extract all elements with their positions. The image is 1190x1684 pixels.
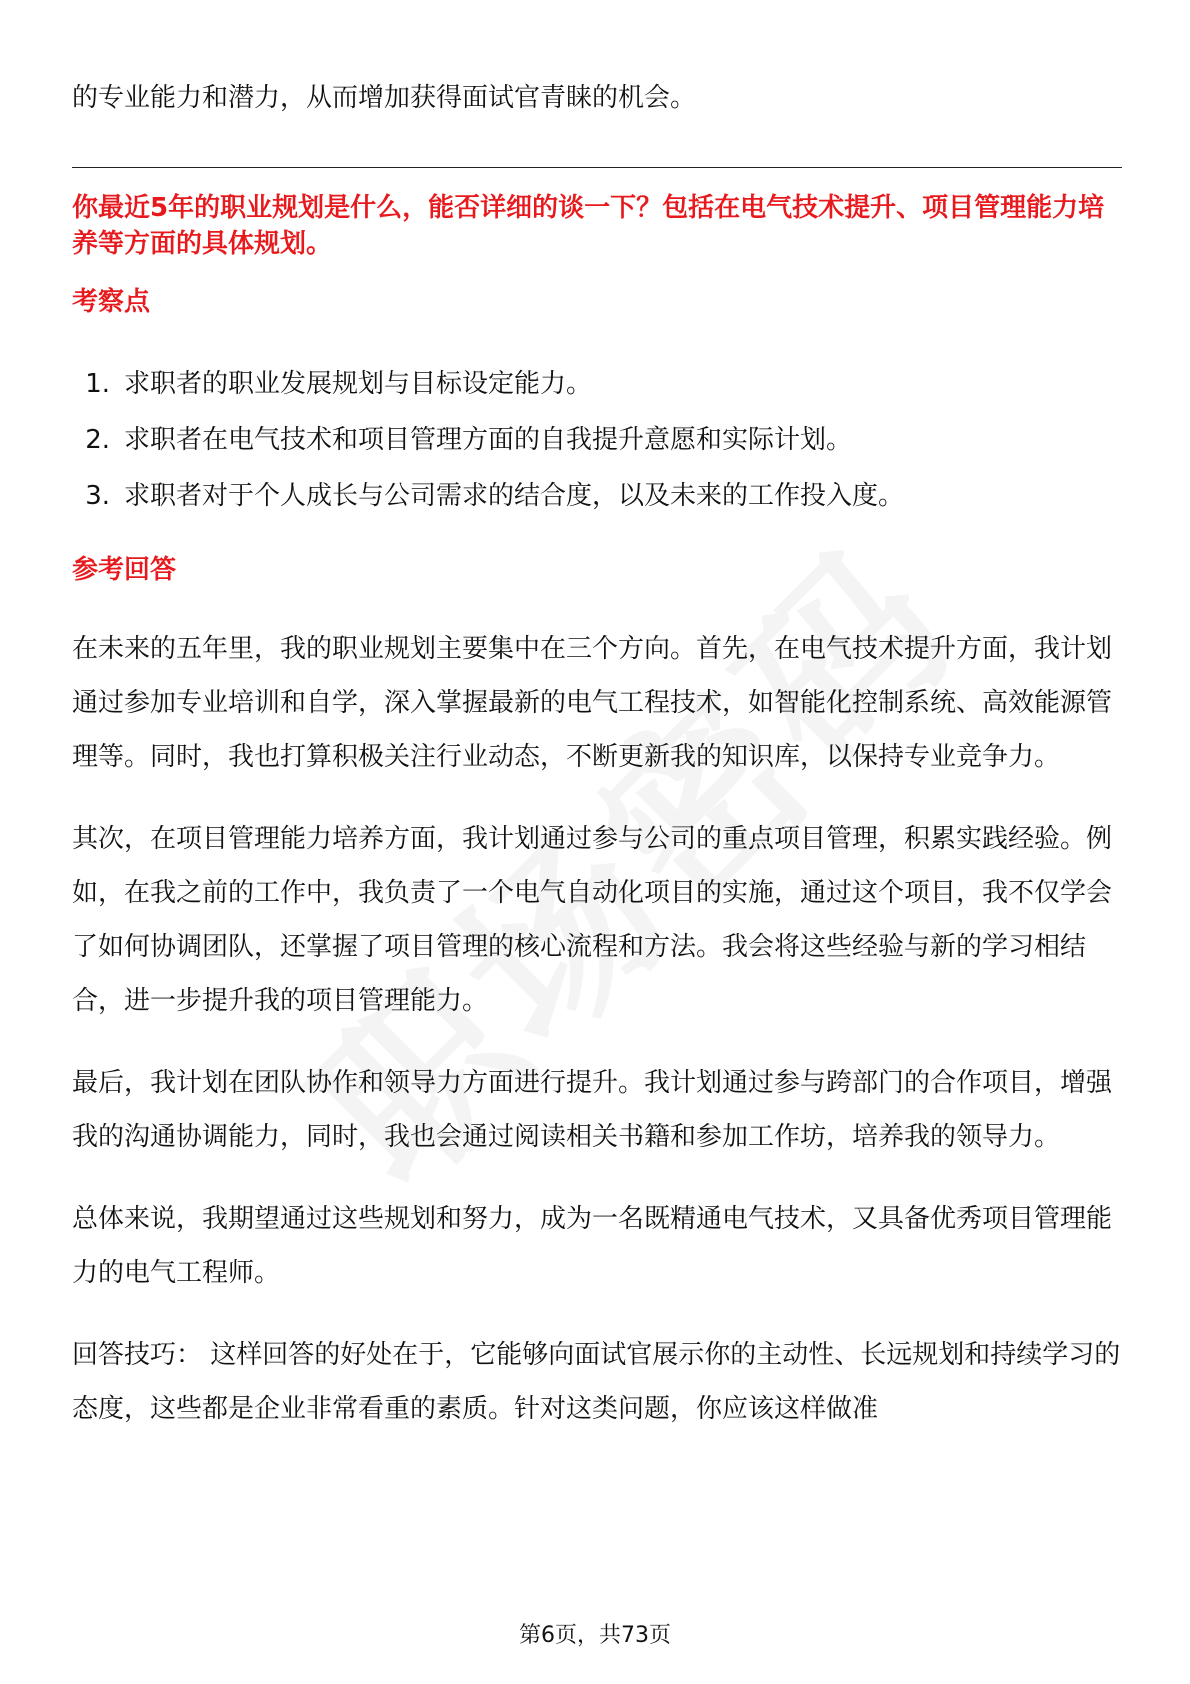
answer-paragraph: 在未来的五年里，我的职业规划主要集中在三个方向。首先，在电气技术提升方面，我计划通过参加专业培训和自学，深入掌握最新的电气工程技术，如智能化控制系统、高效能源管理等。同时，我也打算积极关注行业动态，不断更新我的知识库，以保持专业竞争力。 [72, 634, 1113, 772]
list-item-text: 求职者对于个人成长与公司需求的结合度，以及未来的工作投入度。 [124, 481, 905, 511]
answer-paragraph: 总体来说，我期望通过这些规划和努力，成为一名既精通电气技术，又具备优秀项目管理能力的电气工程师。 [72, 1204, 1113, 1288]
assessment-heading: 考察点 [72, 287, 151, 317]
list-item [72, 412, 1122, 468]
list-item [72, 468, 1122, 524]
answer-heading: 参考回答 [72, 555, 177, 585]
list-item-number: 1. [85, 369, 110, 399]
list-item-number: 2. [85, 425, 110, 455]
list-item [72, 356, 1122, 412]
question-title: 你最近5年的职业规划是什么，能否详细的谈一下？包括在电气技术提升、项目管理能力培养等方面的具体规划。 [72, 193, 1105, 259]
answer-paragraph: 其次，在项目管理能力培养方面，我计划通过参与公司的重点项目管理，积累实践经验。例如，在我之前的工作中，我负责了一个电气自动化项目的实施，通过这个项目，我不仅学会了如何协调团队，还掌握了项目管理的核心流程和方法。我会将这些经验与新的学习相结合，进一步提升我的项目管理能力。 [72, 824, 1113, 1016]
answer-tips-paragraph: 回答技巧： 这样回答的好处在于，它能够向面试官展示你的主动性、长远规划和持续学习的态度，这些都是企业非常看重的素质。针对这类问题，你应该这样做准 [72, 1340, 1121, 1424]
answer-paragraph: 最后，我计划在团队协作和领导力方面进行提升。我计划通过参与跨部门的合作项目，增强我的沟通协调能力，同时，我也会通过阅读相关书籍和参加工作坊，培养我的领导力。 [72, 1068, 1113, 1152]
section-divider [72, 167, 1122, 168]
page-number: 第6页，共73页 [519, 1623, 671, 1648]
intro-tail-text: 的专业能力和潜力，从而增加获得面试官青睐的机会。 [72, 83, 697, 113]
list-item-number: 3. [85, 481, 110, 511]
page-content [72, 70, 1122, 1436]
list-item-text: 求职者在电气技术和项目管理方面的自我提升意愿和实际计划。 [124, 425, 853, 455]
assessment-list [72, 356, 1122, 524]
list-item-text: 求职者的职业发展规划与目标设定能力。 [124, 369, 593, 399]
